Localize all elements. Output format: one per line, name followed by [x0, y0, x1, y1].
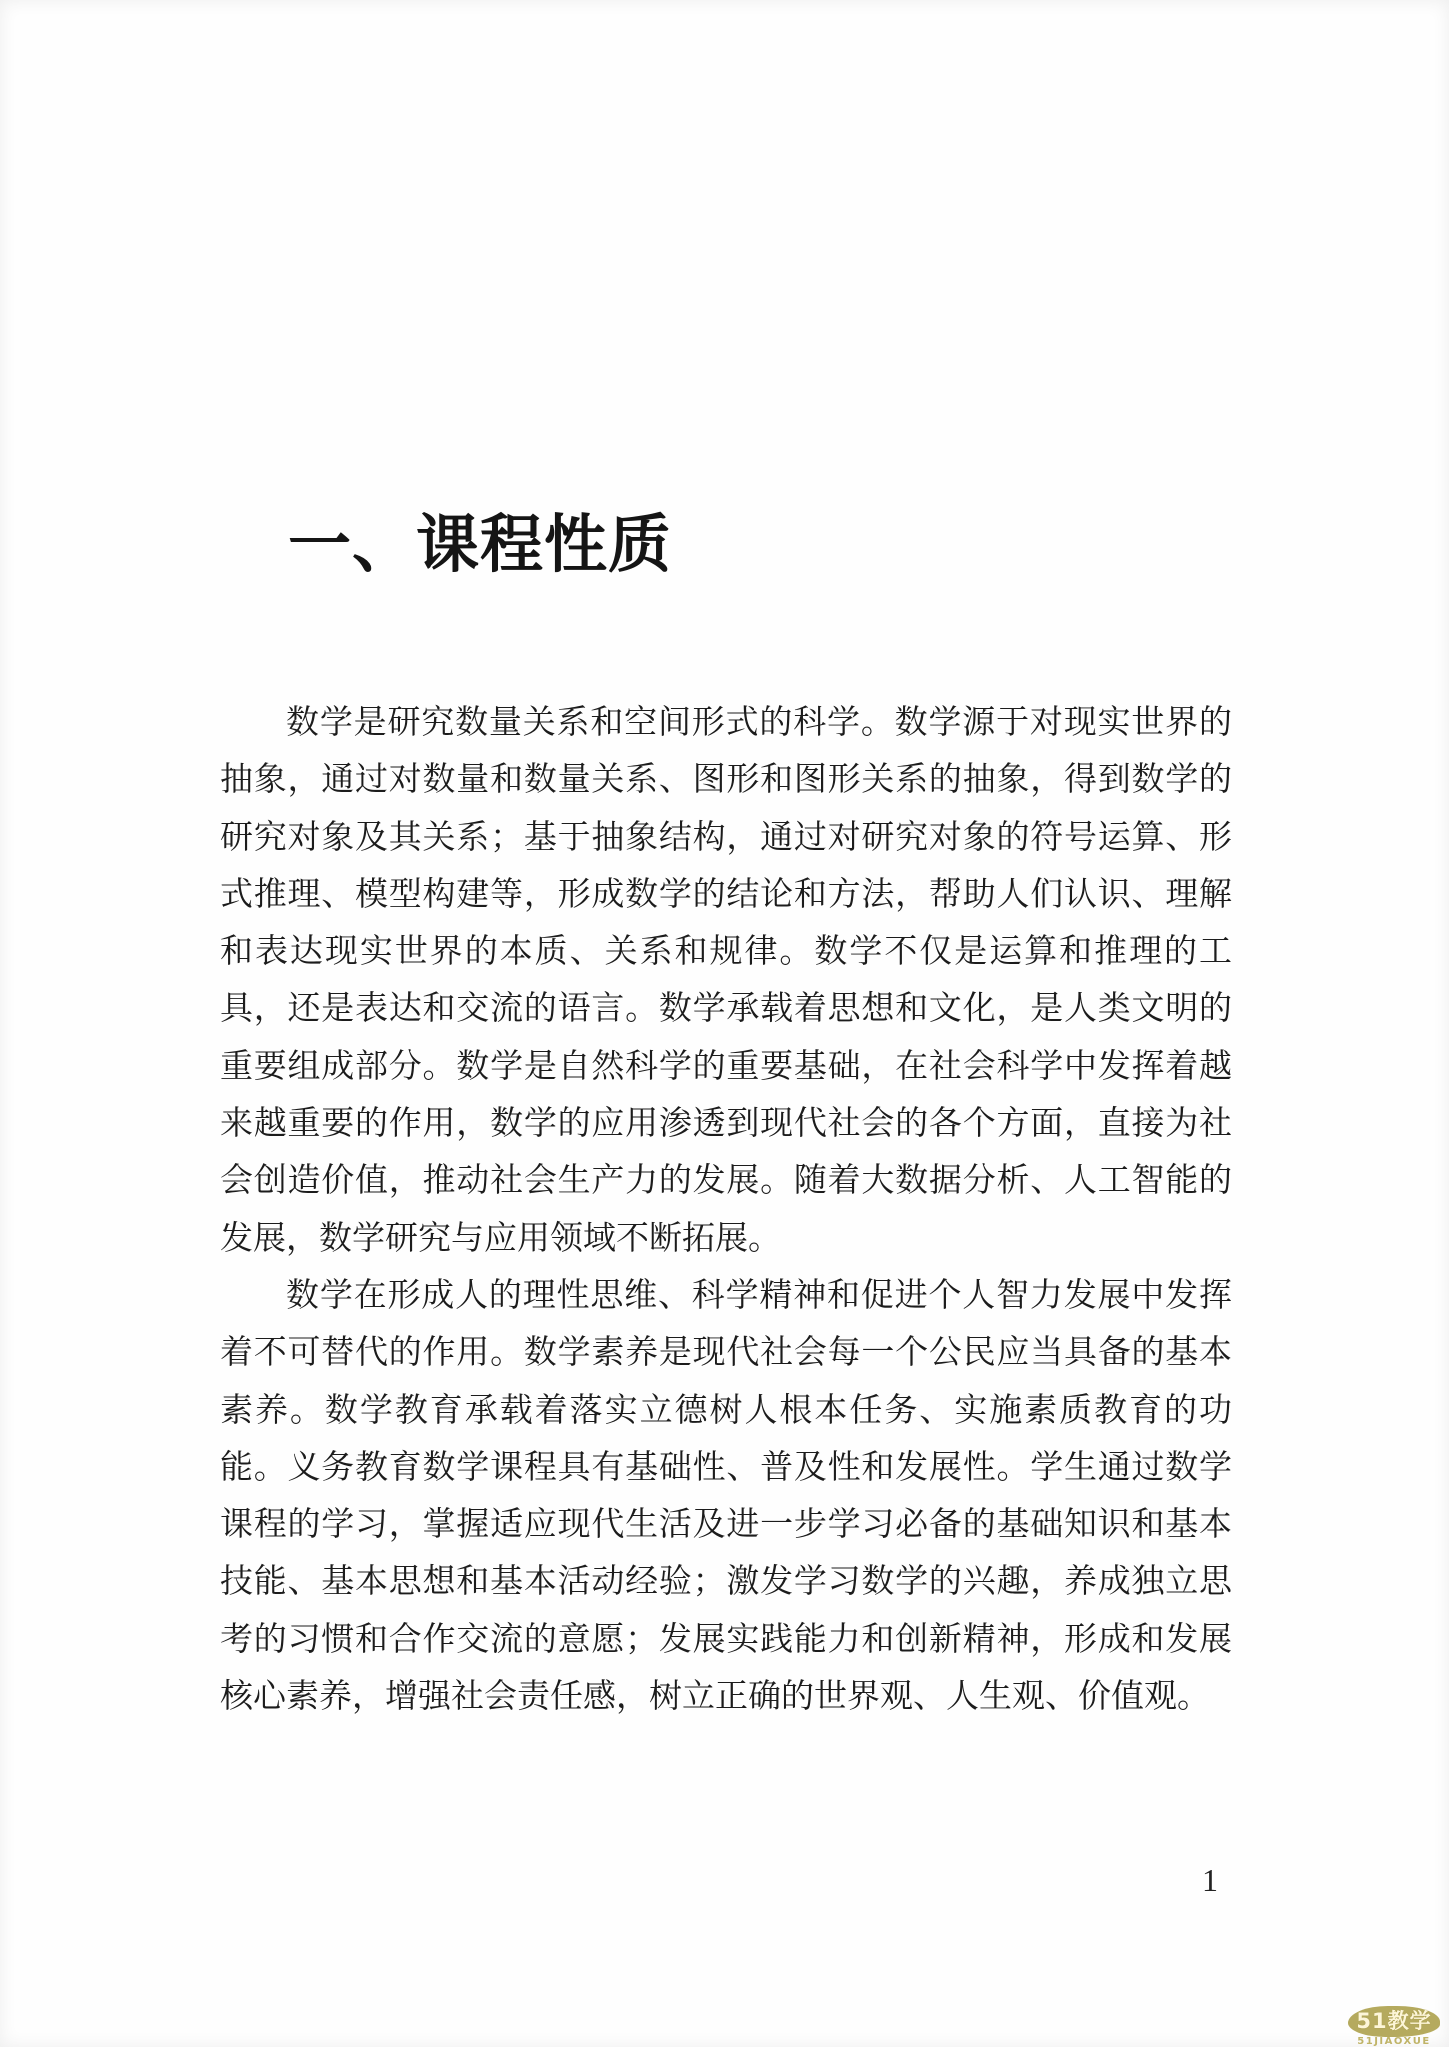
text-line: 素养。数学教育承载着落实立德树人根本任务、实施素质教育的功 — [220, 1392, 1232, 1429]
text-line: 抽象，通过对数量和数量关系、图形和图形关系的抽象，得到数学的 — [220, 762, 1232, 799]
text-line: 着不可替代的作用。数学素养是现代社会每一个公民应当具备的基本 — [220, 1335, 1232, 1372]
text-line: 技能、基本思想和基本活动经验；激发学习数学的兴趣，养成独立思 — [220, 1564, 1232, 1601]
text-line: 课程的学习，掌握适应现代生活及进一步学习必备的基础知识和基本 — [220, 1507, 1232, 1544]
text-line: 式推理、模型构建等，形成数学的结论和方法，帮助人们认识、理解 — [220, 876, 1232, 913]
text-line: 重要组成部分。数学是自然科学的重要基础，在社会科学中发挥着越 — [220, 1048, 1232, 1085]
paragraph — [220, 695, 1232, 1268]
page-number: 1 — [1202, 1862, 1218, 1898]
text-line: 数学是研究数量关系和空间形式的科学。数学源于对现实世界的 — [286, 705, 1232, 741]
text-line: 研究对象及其关系；基于抽象结构，通过对研究对象的符号运算、形 — [220, 819, 1232, 856]
text-line: 发展，数学研究与应用领域不断拓展。 — [220, 1220, 781, 1257]
text-line: 考的习惯和合作交流的意愿；发展实践能力和创新精神，形成和发展 — [220, 1621, 1232, 1658]
text-line: 和表达现实世界的本质、关系和规律。数学不仅是运算和推理的工 — [220, 934, 1232, 971]
text-line: 数学在形成人的理性思维、科学精神和促进个人智力发展中发挥 — [286, 1277, 1232, 1314]
watermark-logo: 51教学 — [1348, 2006, 1439, 2037]
body-text — [220, 695, 1232, 1726]
watermark — [1346, 2006, 1442, 2047]
text-line: 能。义务教育数学课程具有基础性、普及性和发展性。学生通过数学 — [220, 1449, 1232, 1486]
paragraph — [220, 1268, 1232, 1726]
text-line: 来越重要的作用，数学的应用渗透到现代社会的各个方面，直接为社 — [220, 1106, 1232, 1143]
watermark-subtext: 51JIAOXUE — [1357, 2036, 1431, 2047]
text-line: 会创造价值，推动社会生产力的发展。随着大数据分析、人工智能的 — [220, 1163, 1232, 1200]
text-line: 具，还是表达和交流的语言。数学承载着思想和文化，是人类文明的 — [220, 991, 1232, 1028]
section-title: 一、课程性质 — [288, 510, 672, 581]
text-line: 核心素养，增强社会责任感，树立正确的世界观、人生观、价值观。 — [220, 1679, 1210, 1716]
